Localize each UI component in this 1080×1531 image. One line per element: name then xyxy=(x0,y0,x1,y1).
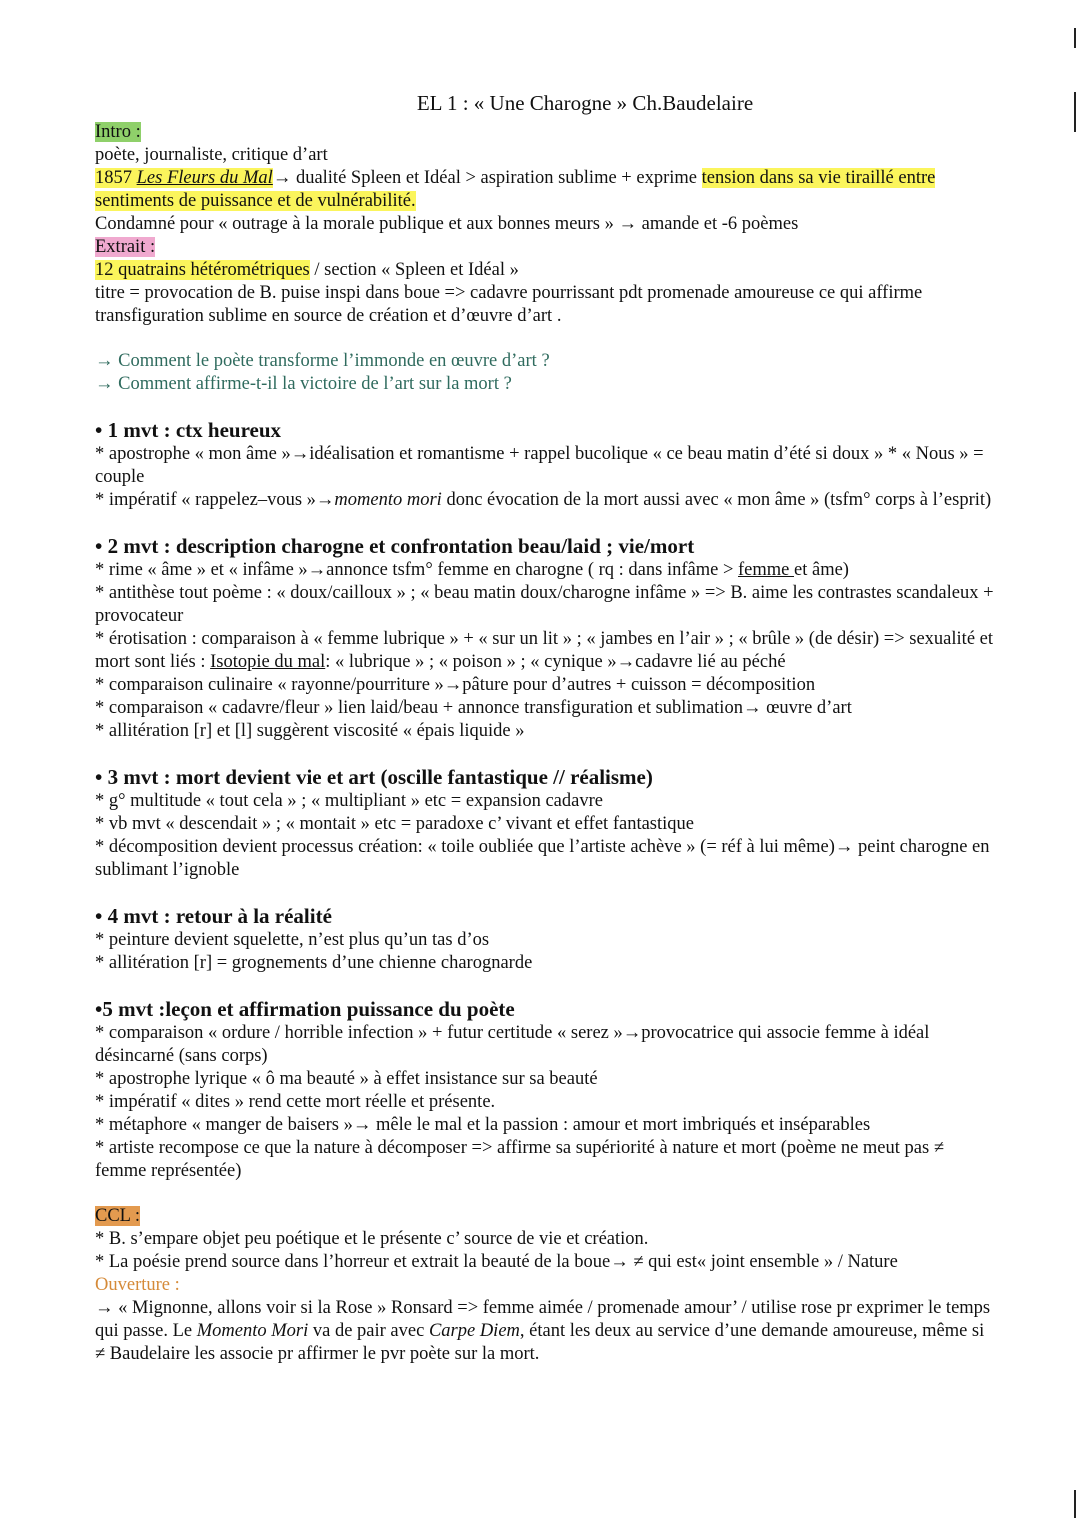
list-item xyxy=(95,489,995,512)
highlight-year: 1857 xyxy=(95,168,137,188)
intro-line: Condamné pour « outrage à la morale publique et aux bonnes meurs » → amande et -6 poèmes xyxy=(95,214,799,234)
list-item: * comparaison « ordure / horrible infection » + futur certitude « serez »→provocatrice qui associe femme à idéal désincarné (sans corps) xyxy=(95,1023,930,1066)
section-heading-mvt1: • 1 mvt : ctx heureux xyxy=(95,418,282,442)
italic-term: Carpe Diem xyxy=(428,1321,520,1341)
intro-section xyxy=(95,121,995,144)
section-heading-mvt5: •5 mvt :leçon et affirmation puissance du poète xyxy=(95,997,515,1021)
list-item: * artiste recompose ce que la nature à décomposer => affirme sa supériorité à nature et mort (poème ne meut pas ≠ femme représentée) xyxy=(95,1138,944,1181)
text-run: * rime « âme » et « infâme »→annonce tsfm° femme en charogne ( rq : dans infâme > xyxy=(95,560,739,580)
extrait-text: / section « Spleen et Idéal » xyxy=(309,260,519,280)
list-item: * antithèse tout poème : « doux/cailloux » ; « beau matin doux/charogne infâme » => B. aime les contrastes scandaleux + provocateur xyxy=(95,583,994,626)
problematique-question: → Comment le poète transforme l’immonde en œuvre d’art ? xyxy=(95,351,550,371)
text-run: , étant les deux au service d’une demande amoureuse, même si ≠ Baudelaire les associe pr affirmer le pvr poète sur la mort. xyxy=(95,1321,985,1364)
text-run: donc évocation de la mort aussi avec « mon âme » (tsfm° corps à l’esprit) xyxy=(441,490,992,510)
scan-edge-mark xyxy=(1074,1490,1076,1518)
text-run: → « Mignonne, allons voir si la Rose » Ronsard => femme aimée / promenade amour’ / utilise rose pr exprimer le temps qui passe. Le xyxy=(95,1298,991,1341)
extrait-label: Extrait : xyxy=(95,237,156,257)
scan-edge-mark xyxy=(1074,28,1076,48)
intro-text: → dualité Spleen et Idéal > aspiration sublime + exprime xyxy=(272,168,702,188)
page-title: EL 1 : « Une Charogne » Ch.Baudelaire xyxy=(416,91,754,115)
text-run: * impératif « rappelez–vous »→ xyxy=(95,490,335,510)
italic-term: momento mori xyxy=(334,490,442,510)
text-run: : « lubrique » ; « poison » ; « cynique »→cadavre lié au péché xyxy=(325,652,786,672)
list-item: * impératif « dites » rend cette mort réelle et présente. xyxy=(95,1092,496,1112)
list-item: * comparaison culinaire « rayonne/pourriture »→pâture pour d’autres + cuisson = décomposition xyxy=(95,675,816,695)
list-item: * décomposition devient processus création: « toile oubliée que l’artiste achève » (= réf à lui même)→ peint charogne en sublimant l’ignoble xyxy=(95,837,990,880)
list-item: * g° multitude « tout cela » ; « multipliant » etc = expansion cadavre xyxy=(95,791,603,811)
section-heading-mvt4: • 4 mvt : retour à la réalité xyxy=(95,904,332,928)
text-run: * érotisation : comparaison à « femme lubrique » + « sur un lit » ; « jambes en l’air » ; « brûle » (de désir) => sexualité et mort sont liés : xyxy=(95,629,993,672)
section-heading-mvt2: • 2 mvt : description charogne et confrontation beau/laid ; vie/mort xyxy=(95,534,695,558)
section-heading-mvt3: • 3 mvt : mort devient vie et art (oscille fantastique // réalisme) xyxy=(95,765,653,789)
list-item: * B. s’empare objet peu poétique et le présente c’ source de vie et création. xyxy=(95,1229,649,1249)
ouverture-text xyxy=(95,1297,995,1366)
document-page xyxy=(95,92,995,1366)
extrait-line xyxy=(95,259,995,282)
list-item: * La poésie prend source dans l’horreur et extrait la beauté de la boue→ ≠ qui est« joint ensemble » / Nature xyxy=(95,1252,898,1272)
highlight-quatrains: 12 quatrains hétérométriques xyxy=(95,260,310,280)
list-item: * vb mvt « descendait » ; « montait » etc = paradoxe c’ vivant et effet fantastique xyxy=(95,814,694,834)
list-item: * comparaison « cadavre/fleur » lien laid/beau + annonce transfiguration et sublimation→ œuvre d’art xyxy=(95,698,852,718)
list-item: * métaphore « manger de baisers »→ mêle le mal et la passion : amour et mort imbriqués et inséparables xyxy=(95,1115,871,1135)
ccl-label: CCL : xyxy=(95,1206,141,1226)
italic-term: Momento Mori xyxy=(196,1321,309,1341)
list-item: * allitération [r] et [l] suggèrent viscosité « épais liquide » xyxy=(95,721,525,741)
scan-edge-mark xyxy=(1074,92,1076,132)
highlight-tension: tension dans sa vie tiraillé entre sentiments de puissance et de vulnérabilité. xyxy=(95,168,936,211)
list-item xyxy=(95,559,995,582)
list-item: * apostrophe lyrique « ô ma beauté » à effet insistance sur sa beauté xyxy=(95,1069,598,1089)
underlined-term: femme xyxy=(738,560,795,580)
list-item: * allitération [r] = grognements d’une chienne charognarde xyxy=(95,953,533,973)
highlight-work-title: Les Fleurs du Mal xyxy=(136,168,273,188)
problematique-question: → Comment affirme-t-il la victoire de l’art sur la mort ? xyxy=(95,374,512,394)
underlined-term: Isotopie du mal xyxy=(210,652,326,672)
text-run: et âme) xyxy=(794,560,849,580)
ouverture-label: Ouverture : xyxy=(95,1275,180,1295)
intro-line: poète, journaliste, critique d’art xyxy=(95,145,328,165)
list-item: * peinture devient squelette, n’est plus qu’un tas d’os xyxy=(95,930,490,950)
extrait-line: titre = provocation de B. puise inspi dans boue => cadavre pourrissant pdt promenade amoureuse ce qui affirme transfiguration sublime en source de création et d’œuvre d’art . xyxy=(95,283,923,326)
text-run: va de pair avec xyxy=(308,1321,429,1341)
ccl-section xyxy=(95,1205,995,1228)
list-item xyxy=(95,628,995,674)
intro-label: Intro : xyxy=(95,122,141,142)
list-item: * apostrophe « mon âme »→idéalisation et romantisme + rappel bucolique « ce beau matin d’été si doux » * « Nous » = couple xyxy=(95,444,984,487)
intro-line xyxy=(95,167,995,213)
extrait-section xyxy=(95,236,995,259)
